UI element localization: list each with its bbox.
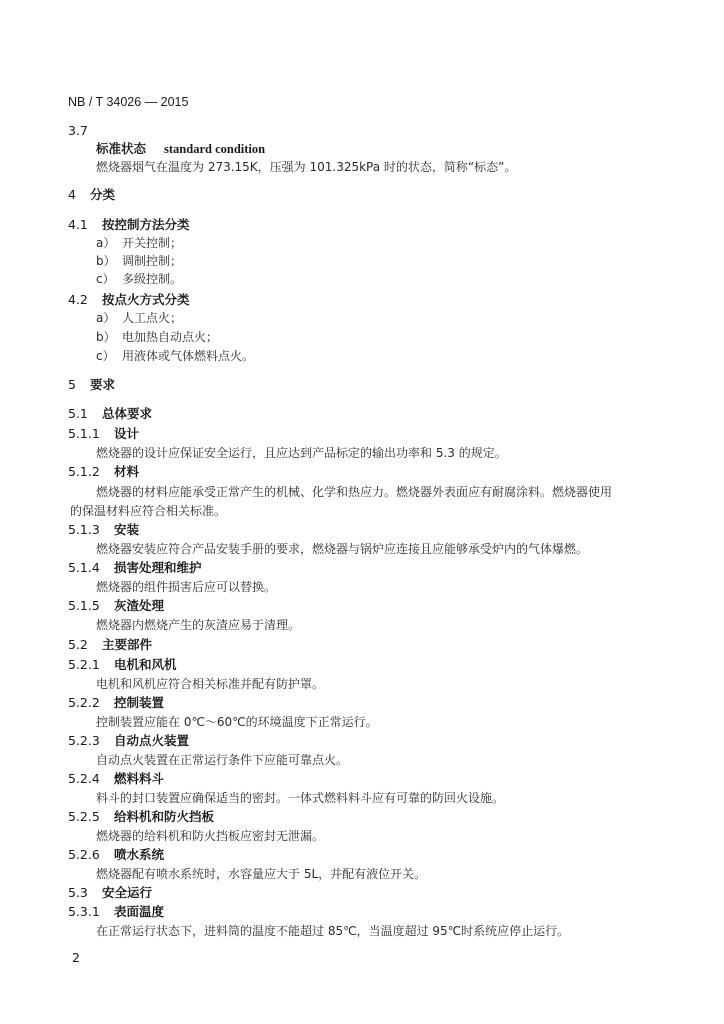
- clause-5-1-5-heading: [68, 598, 164, 614]
- clause-number: 5.2.6: [68, 847, 100, 862]
- clause-5-2-3-text: 自动点火装置在正常运行条件下应能可靠点火。: [96, 753, 349, 767]
- page-number: 2: [72, 950, 80, 965]
- clause-number: 5.2.2: [68, 695, 100, 710]
- clause-4-1-heading: [68, 217, 190, 233]
- clause-5-1-heading: [68, 406, 152, 422]
- clause-5-1-4-heading: [68, 560, 202, 576]
- clause-title: 控制装置: [114, 695, 165, 710]
- clause-5-1-3-text: 燃烧器安装应符合产品安装手册的要求，燃烧器与锅炉应连接且应能够承受炉内的气体爆燃。: [96, 542, 589, 556]
- clause-number: 5.1.5: [68, 598, 100, 613]
- list-mark: a）: [96, 236, 116, 250]
- section-number: 4: [68, 187, 76, 202]
- clause-number: 5.1: [68, 406, 88, 421]
- clause-title: 表面温度: [114, 904, 165, 919]
- clause-title: 总体要求: [102, 406, 153, 421]
- clause-title: 材料: [114, 464, 140, 479]
- list-mark: b）: [96, 330, 116, 344]
- clause-number: 4.1: [68, 217, 88, 232]
- list-mark: c）: [96, 349, 115, 363]
- section-title: 分类: [90, 187, 116, 202]
- list-item: [96, 235, 182, 251]
- list-item: [96, 348, 254, 364]
- clause-4-2-heading: [68, 292, 190, 308]
- clause-5-1-4-text: 燃烧器的组件损害后应可以替换。: [96, 580, 277, 594]
- section-5-heading: [68, 377, 115, 393]
- term-english: standard condition: [164, 142, 266, 156]
- clause-3-7-term: [96, 141, 265, 157]
- section-4-heading: [68, 187, 115, 203]
- list-item: [96, 310, 182, 326]
- clause-5-3-1-text: 在正常运行状态下，进料筒的温度不能超过 85℃，当温度超过 95℃时系统应停止运行。: [96, 924, 570, 938]
- clause-title: 自动点火装置: [114, 733, 190, 748]
- list-mark: a）: [96, 311, 116, 325]
- clause-title: 损害处理和维护: [114, 560, 202, 575]
- clause-5-1-5-text: 燃烧器内燃烧产生的灰渣应易于清理。: [96, 618, 301, 632]
- clause-5-1-2-heading: [68, 464, 139, 480]
- clause-5-2-3-heading: [68, 733, 189, 749]
- clause-number: 5.1.1: [68, 426, 100, 441]
- clause-title: 电机和风机: [114, 657, 177, 672]
- clause-5-3-heading: [68, 885, 152, 901]
- document-id: NB / T 34026 — 2015: [68, 95, 189, 109]
- clause-5-1-2-text-line2: 的保温材料应符合相关标准。: [70, 504, 227, 518]
- clause-number: 5.2.3: [68, 733, 100, 748]
- clause-5-2-4-text: 料斗的封口装置应确保适当的密封。一体式燃料料斗应有可靠的防回火设施。: [96, 791, 505, 805]
- clause-number: 5.2.5: [68, 809, 100, 824]
- clause-number: 5.1.2: [68, 464, 100, 479]
- clause-title: 按点火方式分类: [102, 292, 190, 307]
- clause-5-1-2-text-line1: 燃烧器的材料应能承受正常产生的机械、化学和热应力。燃烧器外表面应有耐腐涂料。燃烧器使用: [96, 485, 613, 499]
- clause-3-7-number: 3.7: [68, 123, 88, 138]
- clause-5-2-4-heading: [68, 771, 164, 787]
- clause-5-1-1-heading: [68, 426, 139, 442]
- clause-title: 安全运行: [102, 885, 153, 900]
- clause-5-3-1-heading: [68, 904, 164, 920]
- clause-title: 设计: [114, 426, 140, 441]
- list-text: 电加热自动点火；: [122, 330, 219, 344]
- list-text: 调制控制；: [122, 254, 183, 268]
- clause-number: 5.1.3: [68, 522, 100, 537]
- clause-number: 5.2.1: [68, 657, 100, 672]
- list-text: 用液体或气体燃料点火。: [122, 349, 255, 363]
- clause-5-2-1-heading: [68, 657, 177, 673]
- list-text: 开关控制；: [122, 236, 183, 250]
- list-item: [96, 253, 182, 269]
- clause-5-2-6-text: 燃烧器配有喷水系统时，水容量应大于 5L，并配有液位开关。: [96, 867, 427, 881]
- list-mark: b）: [96, 254, 116, 268]
- clause-number: 5.2.4: [68, 771, 100, 786]
- clause-number: 5.3.1: [68, 904, 100, 919]
- clause-5-2-5-heading: [68, 809, 214, 825]
- list-text: 多级控制。: [122, 272, 183, 286]
- list-text: 人工点火；: [122, 311, 183, 325]
- list-item: [96, 329, 218, 345]
- clause-5-2-heading: [68, 637, 152, 653]
- clause-number: 4.2: [68, 292, 88, 307]
- clause-5-1-1-text: 燃烧器的设计应保证安全运行，且应达到产品标定的输出功率和 5.3 的规定。: [96, 446, 507, 460]
- list-item: [96, 271, 182, 287]
- list-mark: c）: [96, 272, 115, 286]
- clause-5-2-2-heading: [68, 695, 164, 711]
- clause-5-2-2-text: 控制装置应能在 0℃～60℃的环境温度下正常运行。: [96, 715, 378, 729]
- clause-title: 给料机和防火挡板: [114, 809, 215, 824]
- clause-number: 5.3: [68, 885, 88, 900]
- clause-title: 燃料料斗: [114, 771, 165, 786]
- section-number: 5: [68, 377, 76, 392]
- clause-title: 主要部件: [102, 637, 153, 652]
- term-chinese: 标准状态: [96, 141, 147, 156]
- clause-number: 5.2: [68, 637, 88, 652]
- clause-3-7-definition: 燃烧器烟气在温度为 273.15K，压强为 101.325kPa 时的状态，简称“标态”。: [96, 160, 517, 174]
- clause-title: 灰渣处理: [114, 598, 165, 613]
- section-title: 要求: [90, 377, 116, 392]
- clause-5-1-3-heading: [68, 522, 139, 538]
- clause-5-2-1-text: 电机和风机应符合相关标准并配有防护罩。: [96, 677, 325, 691]
- clause-title: 按控制方法分类: [102, 217, 190, 232]
- clause-5-2-6-heading: [68, 847, 164, 863]
- clause-title: 安装: [114, 522, 140, 537]
- clause-title: 喷水系统: [114, 847, 165, 862]
- clause-5-2-5-text: 燃烧器的给料机和防火挡板应密封无泄漏。: [96, 829, 325, 843]
- clause-number: 5.1.4: [68, 560, 100, 575]
